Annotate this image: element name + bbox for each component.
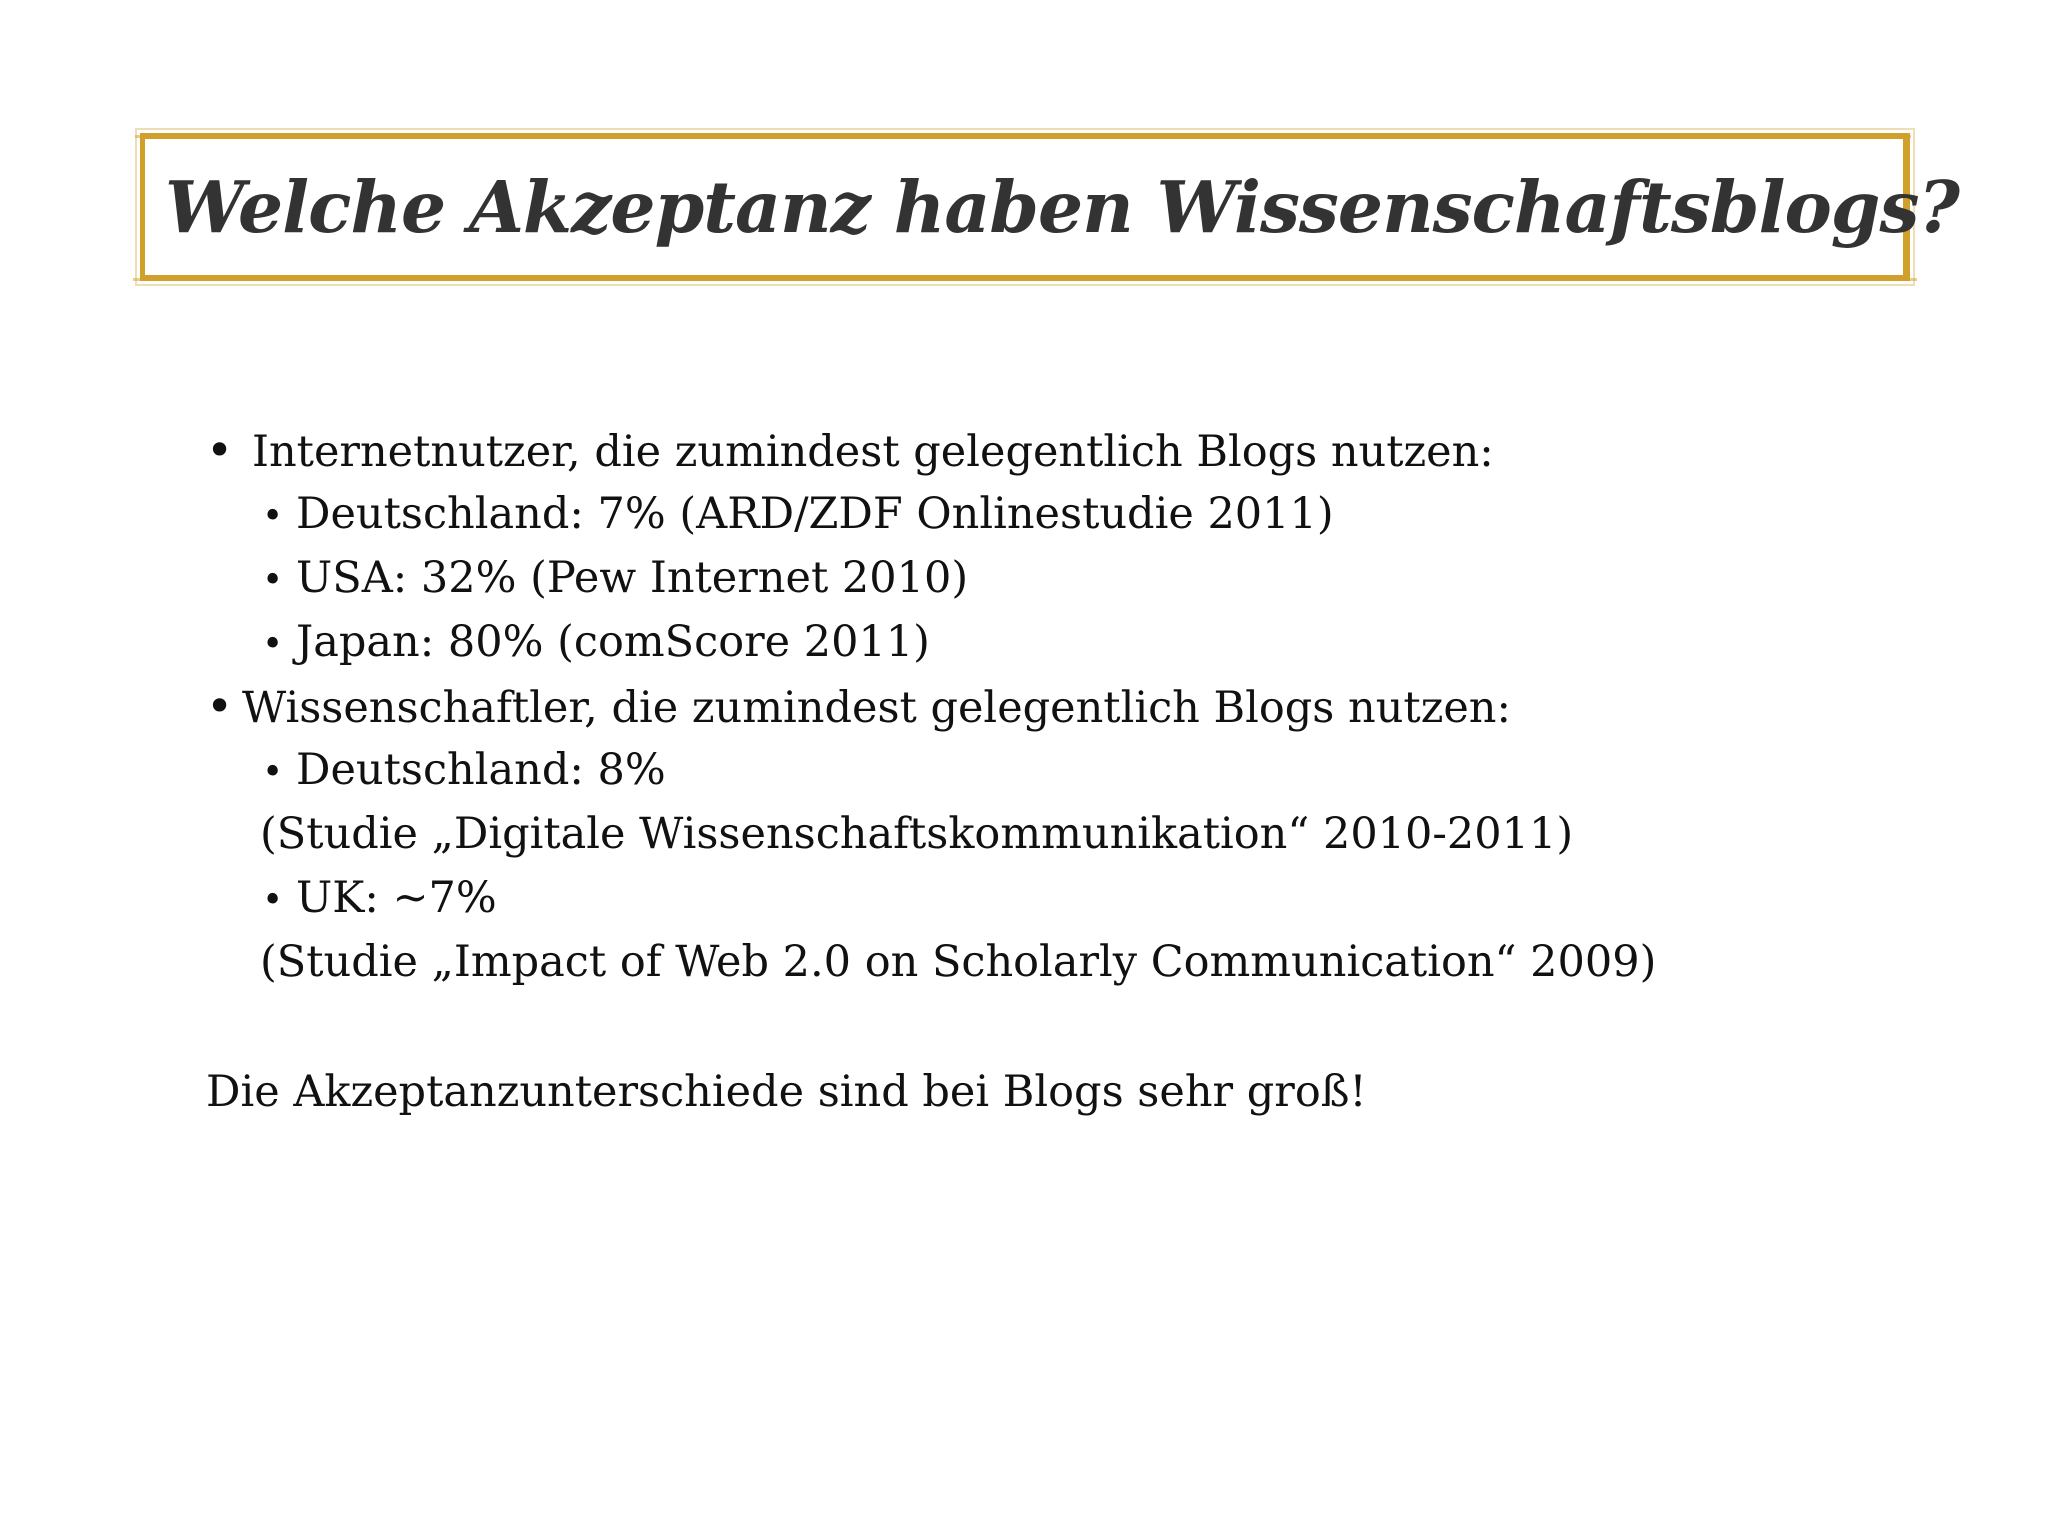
bullet-icon: •: [262, 624, 284, 665]
list-item: [206, 610, 1906, 674]
list-item: [206, 546, 1906, 610]
bullet-icon: •: [262, 880, 284, 921]
list-item: [206, 674, 1906, 738]
item-usa-internet: USA: 32% (Pew Internet 2010): [296, 553, 969, 603]
list-item: [206, 418, 1906, 482]
bullet-list: [206, 418, 1906, 994]
citation-uk: (Studie „Impact of Web 2.0 on Scholarly Communication“ 2009): [260, 937, 1657, 987]
bullet-icon: •: [262, 752, 284, 793]
bullet-icon: •: [262, 496, 284, 537]
slide-title: Welche Akzeptanz haben Wissenschaftsblogs?: [165, 165, 1960, 249]
bullet-icon: •: [206, 679, 234, 733]
list-item: [206, 866, 1906, 930]
list-item: [206, 482, 1906, 546]
conclusion-text: Die Akzeptanzunterschiede sind bei Blogs sehr groß!: [206, 1067, 1367, 1117]
section-heading-scientists: Wissenschaftler, die zumindest gelegentlich Blogs nutzen:: [242, 683, 1511, 733]
item-uk-scientists: UK: ~7%: [296, 873, 497, 923]
citation-germany: (Studie „Digitale Wissenschaftskommunikation“ 2010-2011): [260, 809, 1574, 859]
item-germany-internet: Deutschland: 7% (ARD/ZDF Onlinestudie 2011): [296, 489, 1334, 539]
item-japan-internet: Japan: 80% (comScore 2011): [296, 617, 930, 667]
item-germany-scientists: Deutschland: 8%: [296, 745, 666, 795]
bullet-icon: •: [206, 423, 234, 477]
list-item: [206, 738, 1906, 802]
bullet-icon: •: [262, 560, 284, 601]
section-heading-internet-users: Internetnutzer, die zumindest gelegentlich Blogs nutzen:: [252, 427, 1494, 477]
